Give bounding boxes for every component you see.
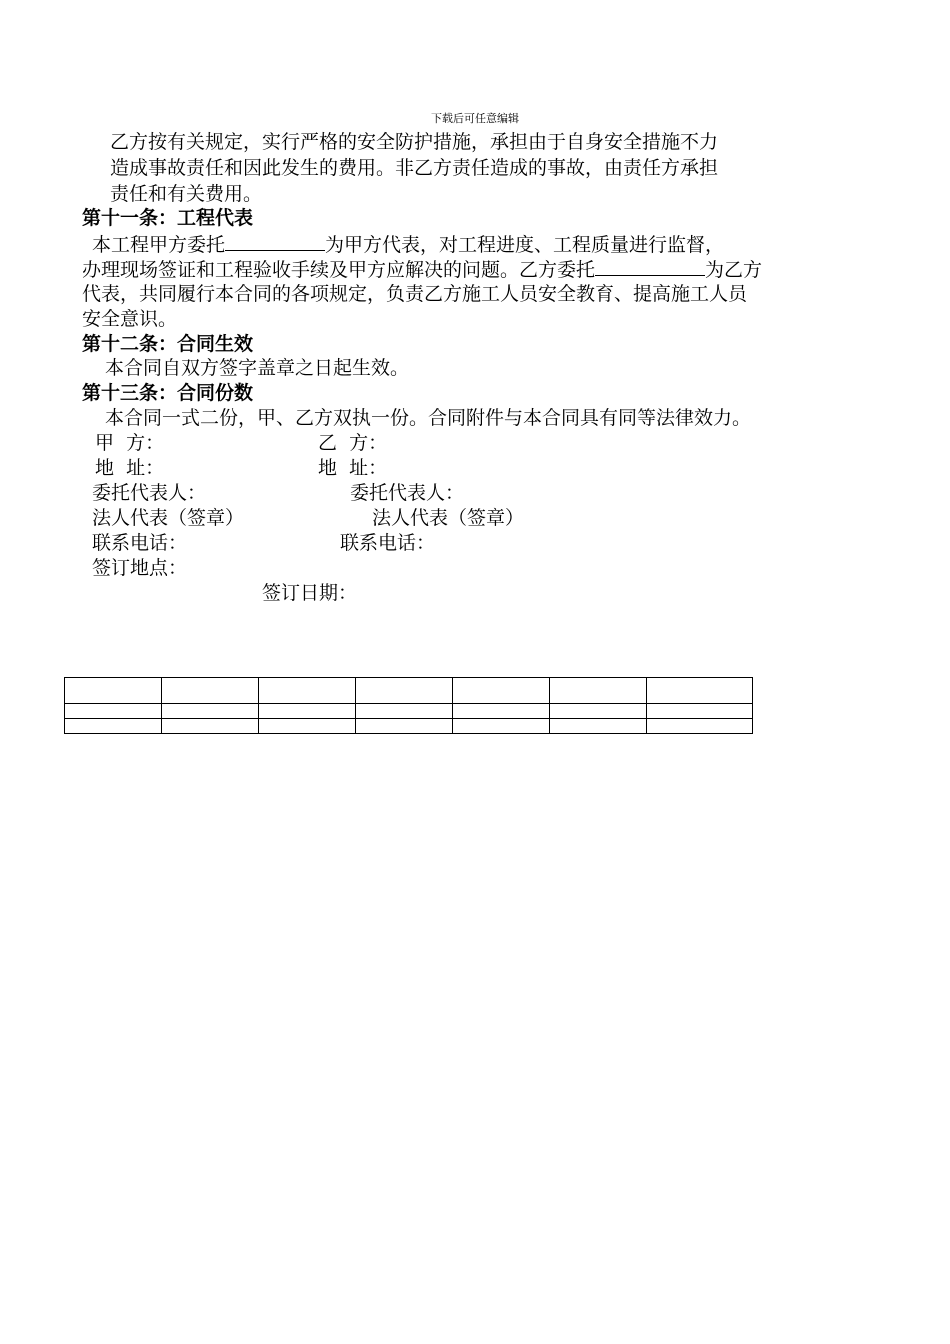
party-a-label: 甲 方： [95, 432, 165, 454]
party-a-representative-blank [225, 231, 325, 251]
page-header-note: 下载后可任意编辑 [431, 112, 519, 125]
table-cell [259, 719, 356, 734]
clause12-text: 本合同自双方签字盖章之日起生效。 [105, 357, 410, 379]
table-row [65, 704, 753, 719]
table-cell [65, 678, 162, 704]
table-cell [259, 678, 356, 704]
table-cell [453, 719, 550, 734]
clause10-line-1: 乙方按有关规定，实行严格的安全防护措施，承担由于自身安全措施不力 [110, 131, 719, 153]
table-cell [550, 678, 647, 704]
signing-date-label: 签订日期： [262, 582, 358, 604]
table-cell [162, 704, 259, 719]
table-cell [453, 704, 550, 719]
clause11-line-1-a: 本工程甲方委托 [92, 234, 226, 256]
table-cell [65, 704, 162, 719]
legal-rep-b-label: 法人代表（签章） [372, 507, 525, 529]
table-cell [65, 719, 162, 734]
table-cell [550, 719, 647, 734]
table-cell [647, 678, 753, 704]
party-b-representative-blank [595, 256, 705, 276]
clause13-text: 本合同一式二份，甲、乙方双执一份。合同附件与本合同具有同等法律效力。 [105, 407, 752, 429]
table-row [65, 678, 753, 704]
table-cell [162, 719, 259, 734]
phone-a-label: 联系电话： [92, 532, 188, 554]
address-a-label: 地 址： [95, 457, 165, 479]
clause11-line-2 [82, 256, 762, 283]
agent-b-label: 委托代表人： [350, 482, 465, 504]
table-row [65, 719, 753, 734]
clause10-line-2: 造成事故责任和因此发生的费用。非乙方责任造成的事故，由责任方承担 [110, 157, 719, 179]
clause11-line-2-a: 办理现场签证和工程验收手续及甲方应解决的问题。乙方委托 [82, 259, 596, 281]
clause11-title: 第十一条：工程代表 [82, 207, 254, 229]
clause11-line-1 [92, 231, 724, 258]
table-cell [647, 719, 753, 734]
clause11-line-2-b: 为乙方 [705, 259, 763, 281]
table-cell [356, 678, 453, 704]
table-cell [356, 704, 453, 719]
party-b-label: 乙 方： [318, 432, 388, 454]
address-b-label: 地 址： [318, 457, 388, 479]
clause11-line-4: 安全意识。 [82, 308, 178, 330]
phone-b-label: 联系电话： [340, 532, 436, 554]
clause12-title: 第十二条：合同生效 [82, 333, 254, 355]
clause11-line-3: 代表，共同履行本合同的各项规定，负责乙方施工人员安全教育、提高施工人员 [82, 283, 748, 305]
table-cell [162, 678, 259, 704]
signing-place-label: 签订地点： [92, 557, 188, 579]
table-cell [647, 704, 753, 719]
table-cell [259, 704, 356, 719]
table-cell [453, 678, 550, 704]
clause13-title: 第十三条：合同份数 [82, 382, 254, 404]
empty-grid-table [64, 677, 753, 734]
table-cell [550, 704, 647, 719]
table-cell [356, 719, 453, 734]
clause10-line-3: 责任和有关费用。 [110, 183, 263, 205]
clause11-line-1-b: 为甲方代表，对工程进度、工程质量进行监督， [325, 234, 725, 256]
legal-rep-a-label: 法人代表（签章） [92, 507, 245, 529]
agent-a-label: 委托代表人： [92, 482, 207, 504]
